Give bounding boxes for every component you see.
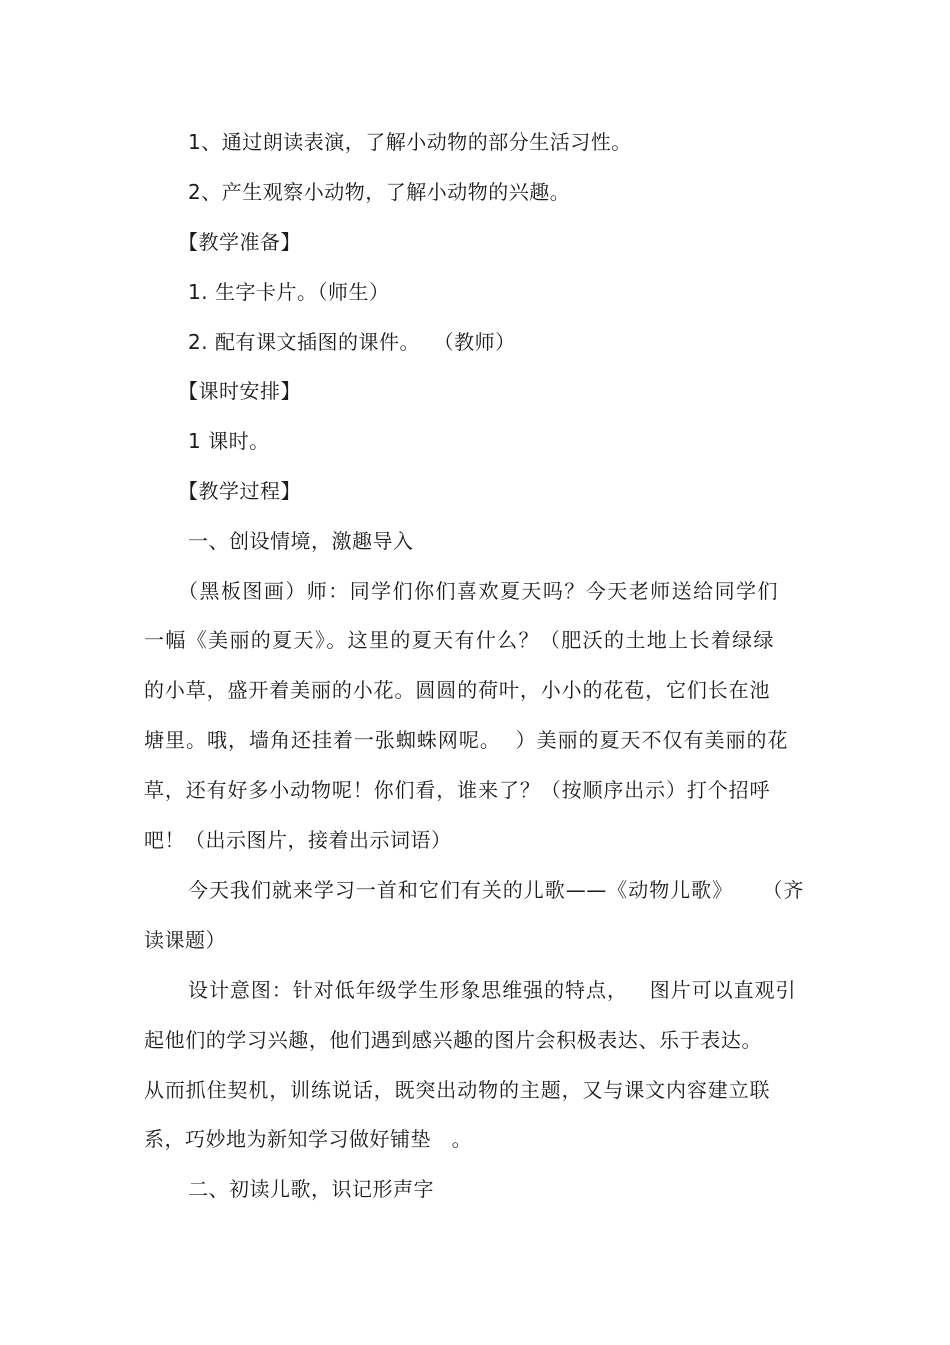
section-heading-preparation: 【教学准备】: [178, 230, 301, 254]
design-intent-line-1: 设计意图：针对低年级学生形象思维强的特点， 图片可以直观引: [188, 978, 796, 1002]
schedule-text: 1 课时。: [188, 429, 270, 453]
paragraph-1-line-4: 塘里。哦，墙角还挂着一张蜘蛛网呢。 ）美丽的夏天不仅有美丽的花: [144, 728, 788, 752]
objective-2: 2、产生观察小动物，了解小动物的兴趣。: [188, 180, 571, 204]
preparation-item-1: 1. 生字卡片。（师生）: [188, 280, 390, 304]
section-heading-process: 【教学过程】: [178, 479, 301, 503]
objective-1: 1、通过朗读表演，了解小动物的部分生活习性。: [188, 130, 632, 154]
design-intent-line-2: 起他们的学习兴趣，他们遇到感兴趣的图片会积极表达、乐于表达。: [144, 1028, 762, 1052]
paragraph-1-line-3: 的小草，盛开着美丽的小花。圆圆的荷叶，小小的花苞，它们长在池: [144, 678, 770, 702]
paragraph-1-line-6: 吧！（出示图片，接着出示词语）: [144, 828, 452, 852]
paragraph-2-line-2: 读课题）: [144, 928, 226, 952]
paragraph-1-line-2: 一幅《美丽的夏天》。这里的夏天有什么？（肥沃的土地上长着绿绿: [144, 628, 774, 652]
design-intent-line-3: 从而抓住契机，训练说话，既突出动物的主题，又与课文内容建立联: [144, 1078, 770, 1102]
paragraph-1-line-1: （黑板图画）师：同学们你们喜欢夏天吗？今天老师送给同学们: [178, 579, 778, 603]
paragraph-2-line-1: 今天我们就来学习一首和它们有关的儿歌——《动物儿歌》 （齐: [188, 878, 804, 902]
section-heading-schedule: 【课时安排】: [178, 379, 301, 403]
preparation-item-2: 2. 配有课文插图的课件。 （教师）: [188, 330, 516, 354]
step-heading-1: 一、创设情境，激趣导入: [188, 529, 414, 553]
step-heading-2: 二、初读儿歌，识记形声字: [188, 1177, 434, 1201]
design-intent-line-4: 系，巧妙地为新知学习做好铺垫 。: [144, 1127, 473, 1151]
paragraph-1-line-5: 草，还有好多小动物呢！你们看，谁来了？（按顺序出示）打个招呼: [144, 778, 770, 802]
